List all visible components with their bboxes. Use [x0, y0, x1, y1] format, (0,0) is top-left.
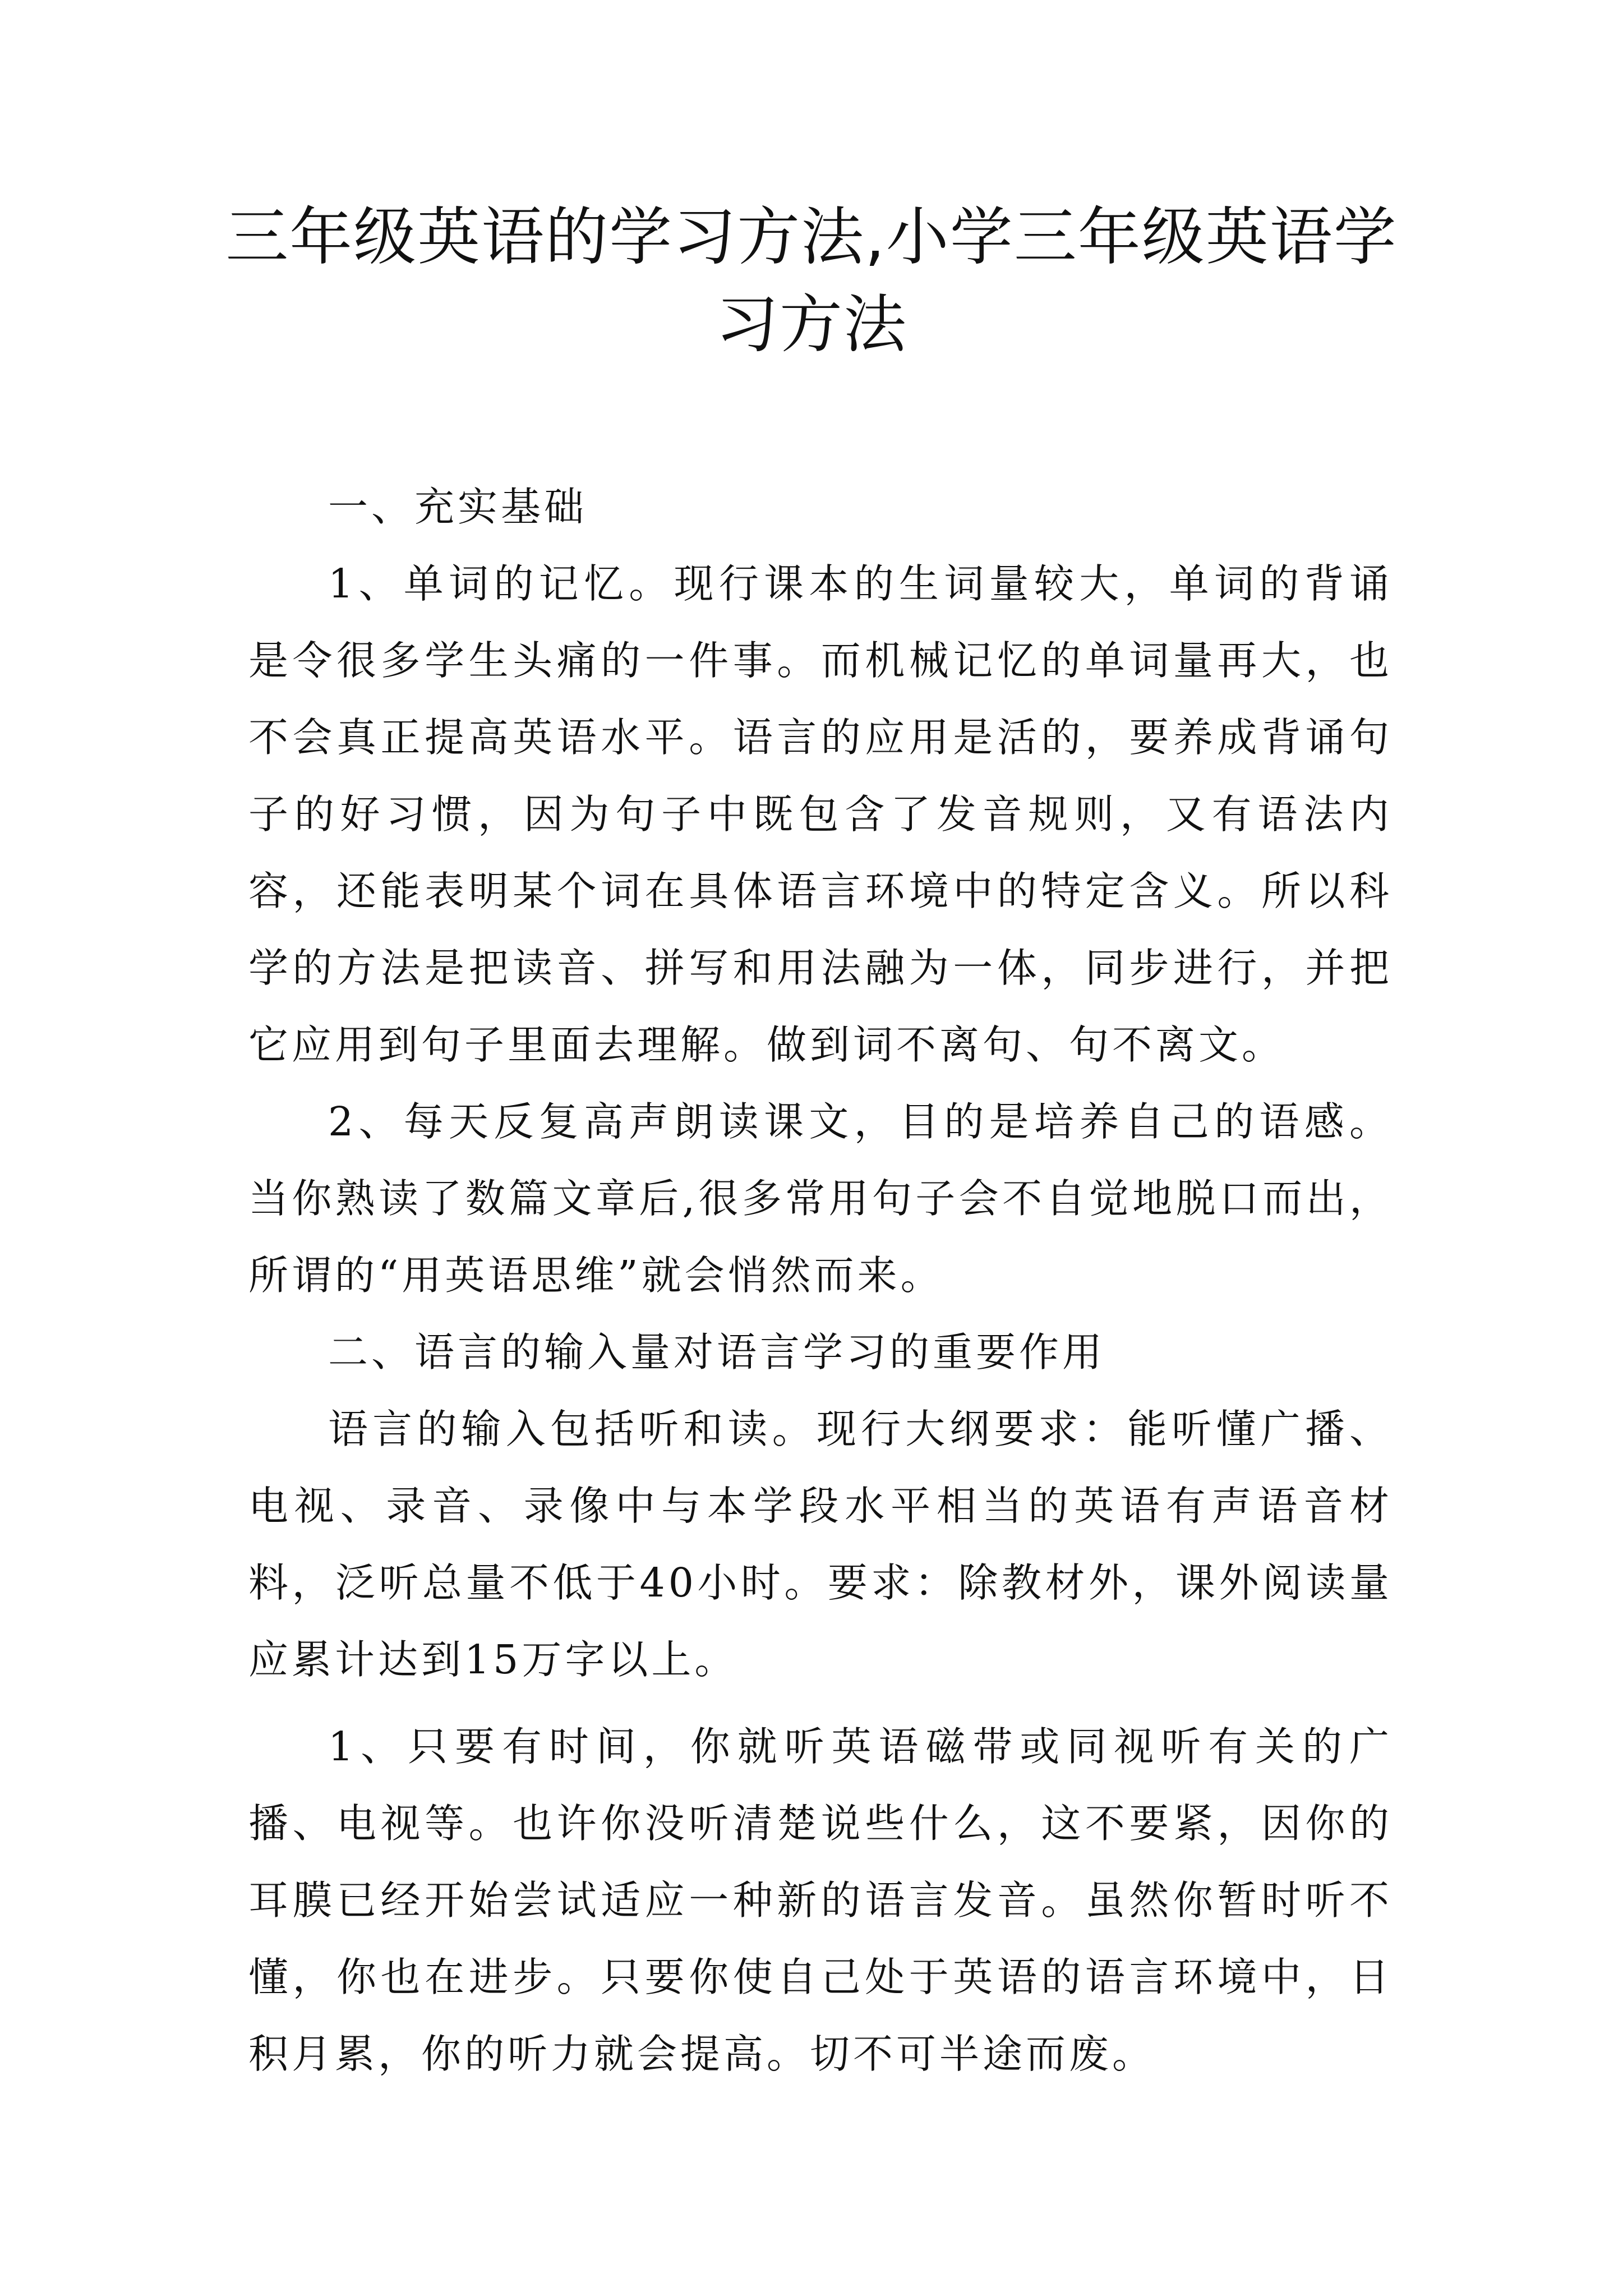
paragraph-word-memory: 1、单词的记忆。现行课本的生词量较大，单词的背诵是令很多学生头痛的一件事。而机械记忆的单词量再大，也不会真正提高英语水平。语言的应用是活的，要养成背诵句子的好习惯，因为句子中既包含了发音规则，又有语法内容，还能表明某个词在具体语言环境中的特定含义。所以科学的方法是把读音、拼写和用法融为一体，同步进行，并把它应用到句子里面去理解。做到词不离句、句不离文。: [248, 560, 1393, 1068]
document-body: [248, 468, 1393, 2092]
section-heading-input: 二、语言的输入量对语言学习的重要作用: [328, 1329, 1106, 1375]
paragraph-read-aloud: 2、每天反复高声朗读课文，目的是培养自己的语感。当你熟读了数篇文章后,很多常用句子会不自觉地脱口而出，所谓的“用英语思维”就会悄然而来。: [248, 1098, 1393, 1299]
paragraph-input-requirements: 语言的输入包括听和读。现行大纲要求：能听懂广播、电视、录音、录像中与本学段水平相当的英语有声语音材料，泛听总量不低于40小时。要求：除教材外，课外阅读量应累计达到15万字以上。: [248, 1406, 1393, 1683]
paragraph-listening: 1、只要有时间，你就听英语磁带或同视听有关的广播、电视等。也许你没听清楚说些什么，这不要紧，因你的耳膜已经开始尝试适应一种新的语言发音。虽然你暂时听不懂，你也在进步。只要你使自己处于英语的语言环境中，日积月累，你的听力就会提高。切不可半途而废。: [248, 1723, 1393, 2077]
document-title: 三年级英语的学习方法,小学三年级英语学习方法: [225, 201, 1398, 361]
section-heading-foundation: 一、充实基础: [328, 484, 588, 530]
